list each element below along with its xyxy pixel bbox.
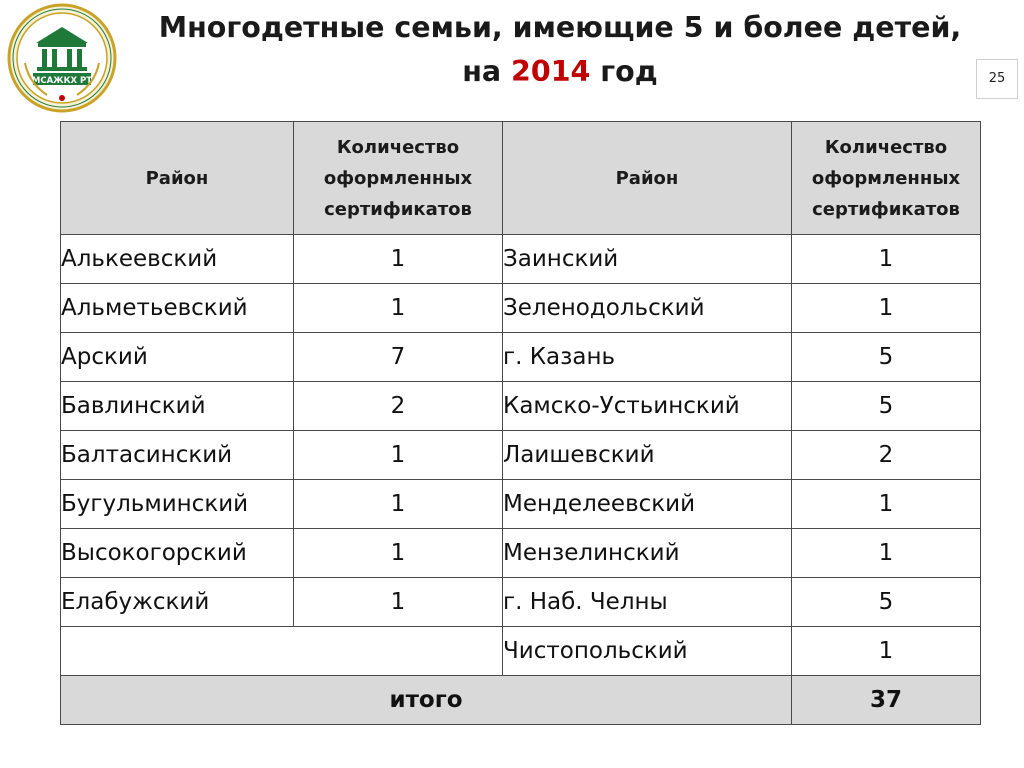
title-prefix: на [462, 55, 512, 88]
title-suffix: год [590, 55, 658, 88]
certificate-count-cell: 1 [792, 480, 981, 529]
table-row [61, 382, 981, 431]
certificate-count-cell: 2 [294, 382, 503, 431]
title-year: 2014 [511, 55, 591, 88]
table-body [61, 235, 981, 725]
district-name-cell: Заинский [503, 235, 792, 284]
district-name-cell: Бугульминский [61, 480, 294, 529]
district-name-cell: г. Казань [503, 333, 792, 382]
certificate-count-cell: 1 [792, 235, 981, 284]
certificate-count-cell: 5 [792, 578, 981, 627]
certificate-count-cell: 1 [294, 480, 503, 529]
table-row [61, 578, 981, 627]
certificate-count-cell: 2 [792, 431, 981, 480]
ministry-logo [3, 3, 121, 113]
district-name-cell: Камско-Устьинский [503, 382, 792, 431]
certificate-count-cell: 5 [792, 382, 981, 431]
certificate-count-cell: 5 [792, 333, 981, 382]
table-header-row [61, 122, 981, 235]
page-title [120, 6, 1000, 94]
certificate-count-cell: 7 [294, 333, 503, 382]
district-name-cell: Бавлинский [61, 382, 294, 431]
table-row [61, 284, 981, 333]
table-row [61, 627, 981, 676]
table-row [61, 431, 981, 480]
certificate-count-cell: 1 [792, 627, 981, 676]
district-name-cell: Мензелинский [503, 529, 792, 578]
district-name-cell: Елабужский [61, 578, 294, 627]
district-name-cell: Балтасинский [61, 431, 294, 480]
certificate-count-cell: 1 [294, 431, 503, 480]
header-count-left: Количество оформленных сертификатов [294, 122, 503, 235]
total-row [61, 676, 981, 725]
certificate-count-cell: 1 [792, 529, 981, 578]
certificates-table [60, 121, 981, 725]
certificate-count-cell: 1 [294, 529, 503, 578]
district-name-cell: Высокогорский [61, 529, 294, 578]
table-row [61, 529, 981, 578]
certificate-count-cell: 1 [792, 284, 981, 333]
district-name-cell: г. Наб. Челны [503, 578, 792, 627]
district-name-cell: Чистопольский [503, 627, 792, 676]
district-name-cell: Менделеевский [503, 480, 792, 529]
district-name-cell: Зеленодольский [503, 284, 792, 333]
empty-cell [61, 627, 503, 676]
district-name-cell: Алькеевский [61, 235, 294, 284]
district-name-cell: Альметьевский [61, 284, 294, 333]
total-value: 37 [792, 676, 981, 725]
district-name-cell: Лаишевский [503, 431, 792, 480]
district-name-cell: Арский [61, 333, 294, 382]
table-row [61, 235, 981, 284]
title-line-1: Многодетные семьи, имеющие 5 и более детей, [158, 11, 962, 44]
header-district-left: Район [61, 122, 294, 235]
table-row [61, 480, 981, 529]
page-number: 25 [976, 59, 1018, 99]
certificate-count-cell: 1 [294, 578, 503, 627]
header-count-right: Количество оформленных сертификатов [792, 122, 981, 235]
total-label: итого [61, 676, 792, 725]
title-line-2 [120, 50, 1000, 94]
certificate-count-cell: 1 [294, 235, 503, 284]
certificate-count-cell: 1 [294, 284, 503, 333]
header-district-right: Район [503, 122, 792, 235]
logo-text: МСАЖКХ РТ [31, 76, 93, 86]
table-row [61, 333, 981, 382]
